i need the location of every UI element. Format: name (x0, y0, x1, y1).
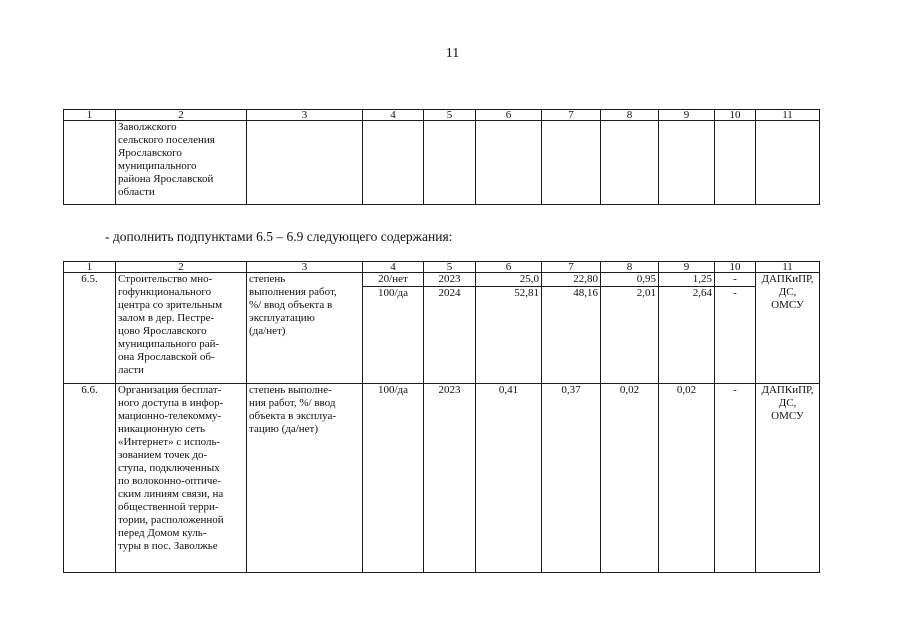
value-line-2: 52,81 (514, 287, 539, 299)
value-line-1: 20/нет (363, 273, 423, 287)
header-cell: 7 (542, 262, 601, 273)
cell-col4 (363, 273, 424, 384)
cell-name: Заволжского сельского поселения Ярославского муниципального района Ярославской области (116, 121, 247, 205)
value-line-1: - (715, 273, 755, 287)
table-row-6-5 (64, 273, 820, 384)
header-cell: 7 (542, 110, 601, 121)
cell-col10: - (715, 384, 756, 573)
header-cell: 10 (715, 110, 756, 121)
value-line-1: 22,80 (542, 273, 600, 287)
header-cell: 5 (424, 110, 476, 121)
value-line-1: 0,95 (601, 273, 658, 287)
cell-number: 6.6. (64, 384, 116, 573)
header-cell: 11 (756, 110, 820, 121)
cell-col5: 2023 (424, 384, 476, 573)
header-cell: 1 (64, 110, 116, 121)
cell-empty (424, 121, 476, 205)
cell-executor: ДАПКиПР, ДС, ОМСУ (756, 384, 820, 573)
cell-executor: ДАПКиПР, ДС, ОМСУ (756, 273, 820, 384)
cell-empty (756, 121, 820, 205)
value-line-2: 2,01 (636, 287, 656, 299)
cell-col7 (542, 273, 601, 384)
value-line-2: - (733, 287, 737, 299)
cell-empty (542, 121, 601, 205)
value-line-1: 1,25 (659, 273, 714, 287)
table-row (64, 121, 820, 205)
subitems-table (63, 261, 820, 573)
page-number: 11 (445, 46, 460, 61)
header-cell: 2 (116, 110, 247, 121)
cell-number: 6.5. (64, 273, 116, 384)
cell-col5 (424, 273, 476, 384)
cell-empty (363, 121, 424, 205)
value-line-1: 25,0 (476, 273, 541, 287)
cell-col4: 100/да (363, 384, 424, 573)
cell-name: Организация бесплат- ного доступа в инфор- мационно-телекомму- никационную сеть «Интернет» с исполь- зованием точек до- ступа, подключенных по волоконно-оптиче- ским линиям связи, на общественной терри- тории, расположенной перед Домом куль- туры в пос. Заволжье (116, 384, 247, 573)
cell-empty (715, 121, 756, 205)
header-cell: 5 (424, 262, 476, 273)
continuation-table (63, 109, 820, 205)
cell-empty (601, 121, 659, 205)
header-cell: 6 (476, 262, 542, 273)
table-row-6-6 (64, 384, 820, 573)
cell-col7: 0,37 (542, 384, 601, 573)
cell-col6: 0,41 (476, 384, 542, 573)
value-line-2: 2,64 (692, 287, 712, 299)
value-line-2: 48,16 (573, 287, 598, 299)
header-cell: 1 (64, 262, 116, 273)
header-cell: 4 (363, 262, 424, 273)
cell-empty (476, 121, 542, 205)
header-cell: 9 (659, 262, 715, 273)
header-cell: 6 (476, 110, 542, 121)
value-line-1: 2023 (424, 273, 475, 287)
header-cell: 3 (247, 262, 363, 273)
header-cell: 10 (715, 262, 756, 273)
header-cell: 8 (601, 110, 659, 121)
header-cell: 8 (601, 262, 659, 273)
header-cell: 2 (116, 262, 247, 273)
cell-name: Строительство мно- гофункционального центра со зрительным залом в дер. Пестре- цово Ярославского муниципального рай- она Ярославской об- ласти (116, 273, 247, 384)
header-row (64, 262, 820, 273)
cell-col6 (476, 273, 542, 384)
header-cell: 3 (247, 110, 363, 121)
cell-number (64, 121, 116, 205)
intro-text: - дополнить подпунктами 6.5 – 6.9 следующего содержания: (105, 229, 453, 244)
cell-col10 (715, 273, 756, 384)
header-row (64, 110, 820, 121)
value-line-2: 100/да (377, 287, 409, 299)
cell-col9: 0,02 (659, 384, 715, 573)
value-line-2: 2024 (438, 287, 461, 299)
cell-col8: 0,02 (601, 384, 659, 573)
header-cell: 9 (659, 110, 715, 121)
header-cell: 11 (756, 262, 820, 273)
cell-indicator: степень выполне- ния работ, %/ ввод объекта в эксплуа- тацию (да/нет) (247, 384, 363, 573)
cell-empty (659, 121, 715, 205)
cell-col8 (601, 273, 659, 384)
cell-indicator: степень выполнения работ, %/ ввод объекта в эксплуатацию (да/нет) (247, 273, 363, 384)
header-cell: 4 (363, 110, 424, 121)
cell-col9 (659, 273, 715, 384)
cell-empty (247, 121, 363, 205)
